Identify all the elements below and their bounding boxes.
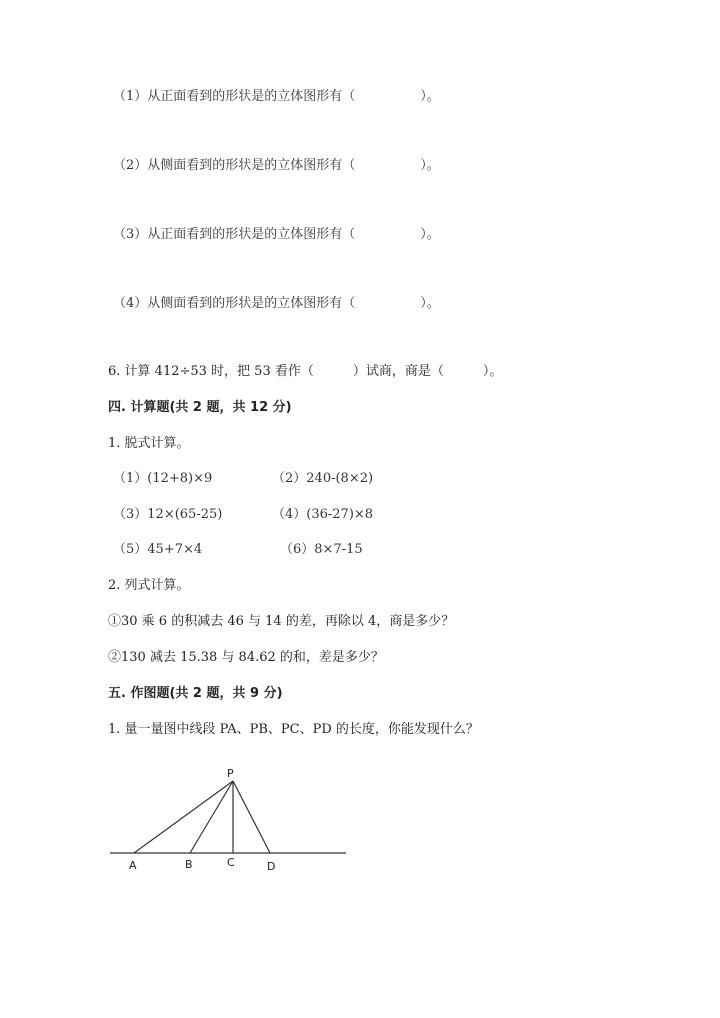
expression-3: （3）12×(65-25) bbox=[113, 507, 223, 522]
expression-5: （5）45+7×4 bbox=[113, 542, 203, 557]
label-d: D bbox=[267, 860, 276, 873]
section-5-title: 五. 作图题(共 2 题，共 9 分) bbox=[108, 686, 283, 701]
view-question-3: （3）从正面看到的形状是的立体图形有（ ）。 bbox=[113, 227, 440, 242]
view-question-2: （2）从侧面看到的形状是的立体图形有（ ）。 bbox=[113, 158, 440, 173]
view-question-1: （1）从正面看到的形状是的立体图形有（ ）。 bbox=[113, 89, 440, 104]
question-6: 6. 计算 412÷53 时，把 53 看作（ ）试商，商是（ ）。 bbox=[108, 364, 503, 379]
expression-1: （1）(12+8)×9 bbox=[113, 471, 213, 486]
expression-6: （6）8×7-15 bbox=[280, 542, 363, 557]
label-c: C bbox=[227, 856, 235, 869]
label-p: P bbox=[227, 767, 234, 780]
expression-2: （2）240-(8×2) bbox=[272, 471, 374, 486]
view-question-4: （4）从侧面看到的形状是的立体图形有（ ）。 bbox=[113, 296, 440, 311]
segment-pd bbox=[233, 781, 270, 853]
segment-pa bbox=[134, 781, 233, 853]
section-4-q1-title: 1. 脱式计算。 bbox=[108, 436, 190, 451]
section-4-q2-title: 2. 列式计算。 bbox=[108, 578, 190, 593]
section-4-q2-item-2: ②130 减去 15.38 与 84.62 的和，差是多少？ bbox=[108, 650, 384, 665]
section-4-q2-item-1: ①30 乘 6 的积减去 46 与 14 的差，再除以 4，商是多少？ bbox=[108, 614, 455, 629]
label-b: B bbox=[185, 858, 193, 871]
expression-4: （4）(36-27)×8 bbox=[272, 507, 374, 522]
segment-pb bbox=[190, 781, 233, 853]
section-5-q1: 1. 量一量图中线段 PA、PB、PC、PD 的长度，你能发现什么？ bbox=[108, 722, 479, 737]
label-a: A bbox=[129, 859, 137, 872]
section-4-title: 四. 计算题(共 2 题，共 12 分) bbox=[108, 400, 292, 415]
